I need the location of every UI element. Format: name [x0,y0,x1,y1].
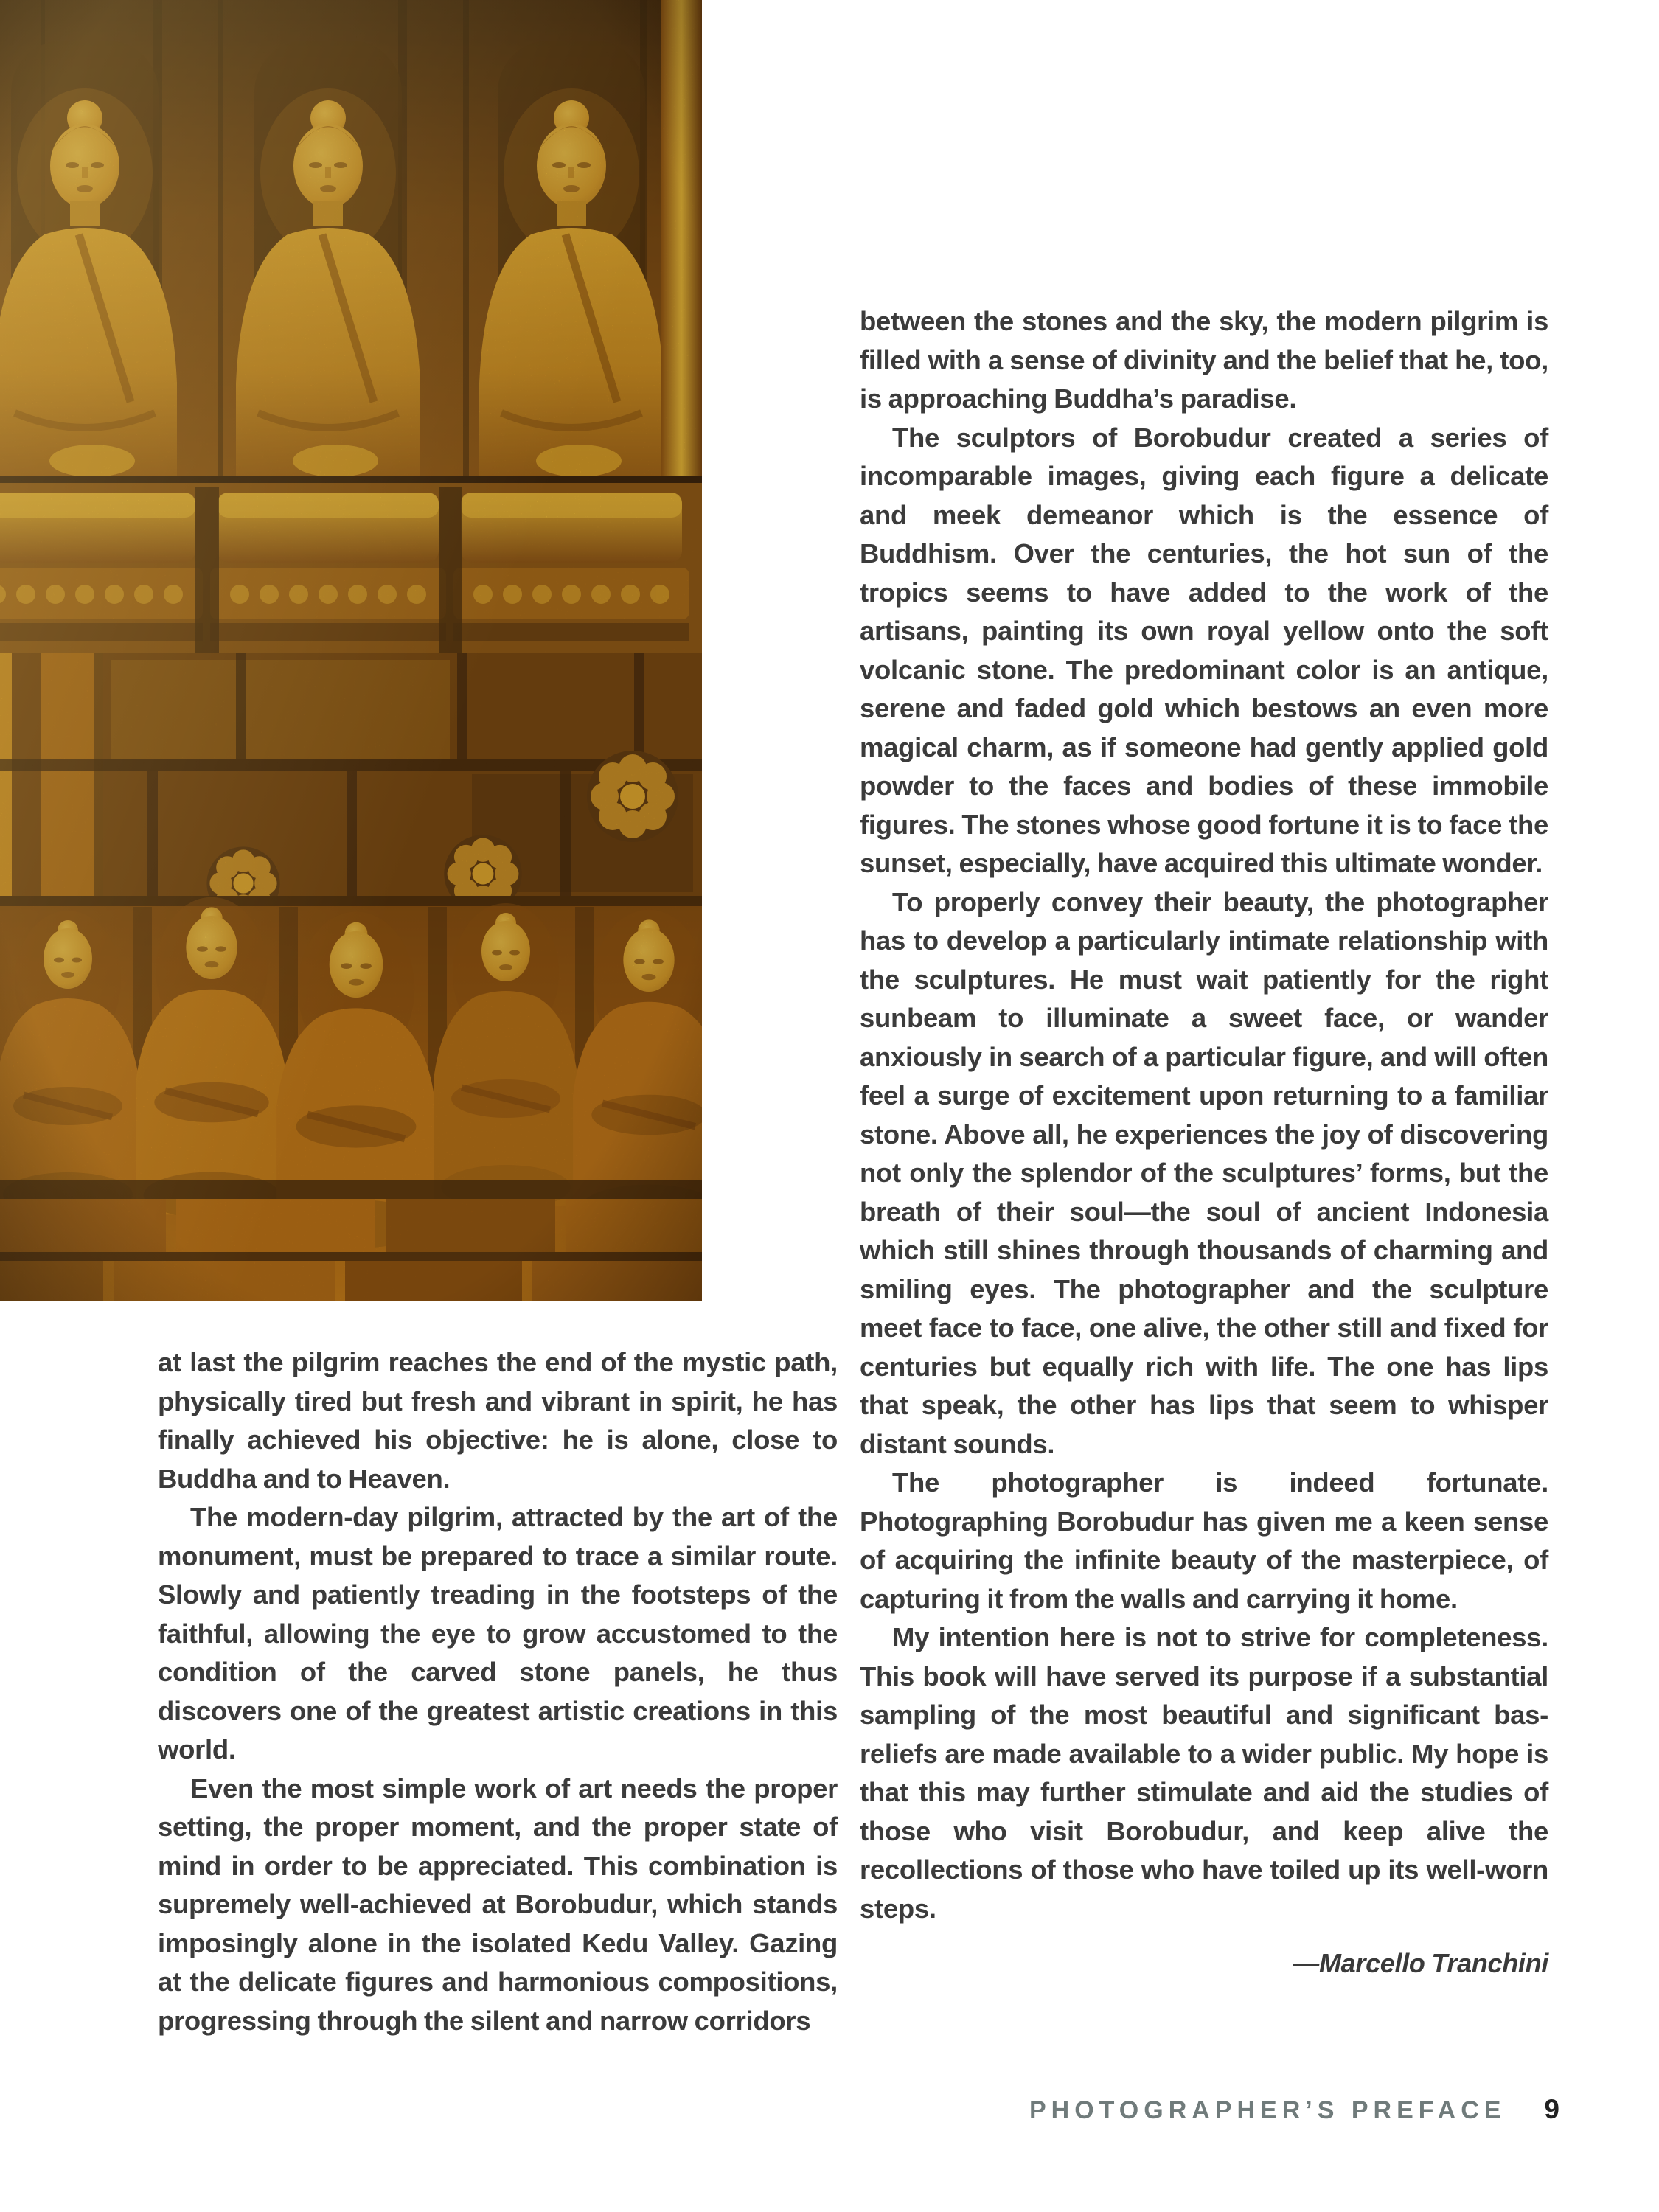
body-paragraph: To properly convey their beauty, the photographer has to develop a particularly intimate relationship with the sculptures. He must wait patiently for the right sunbeam to illuminate a sweet face, or wander anxiously in search of a particular figure, and will often feel a surge of excitement upon returning to a familiar stone. Above all, he experiences the joy of discovering not only the splendor of the sculptures’ forms, but the breath of their soul—the soul of ancient Indonesia which still shines through thousands of charming and smiling eyes. The photographer and the sculpture meet face to face, one alive, the other still and fixed for centuries but equally rich with life. The one has lips that speak, the other has lips that seem to whisper distant sounds. [860,886,1548,1459]
left-column [158,1343,838,2040]
body-paragraph: The modern-day pilgrim, attracted by the art of the monument, must be prepared to trace a similar route. Slowly and patiently treading in the footsteps of the faithful, allowing the eye to grow accustomed to the condition of the carved stone panels, he thus discovers one of the greatest artistic creations in this world. [158,1502,838,1764]
author-attribution: —Marcello Tranchini [1293,1948,1548,1978]
body-paragraph: The sculptors of Borobudur created a series of incomparable images, giving each figure a delicate and meek demeanor which is the essence of Buddhism. Over the centuries, the hot sun of the tropics seems to have added to the work of the artisans, painting its own royal yellow onto the soft volcanic stone. The predominant color is an antique, serene and faded gold which bestows an even more magical charm, as if someone had gently applied gold powder to the faces and bodies of these immobile figures. The stones whose good fortune it is to face the sunset, especially, have acquired this ultimate wonder. [860,422,1548,878]
body-paragraph: Even the most simple work of art needs the proper setting, the proper moment, and the proper state of mind in order to be appreciated. This combination is supremely well-achieved at Borobudur, which stands imposingly alone in the isolated Kedu Valley. Gazing at the delicate figures and harmonious compositions, progressing through the silent and narrow corridors [158,1773,838,2036]
page-footer [1029,2094,1559,2125]
section-title: PHOTOGRAPHER’S PREFACE [1029,2096,1506,2124]
body-paragraph: My intention here is not to strive for completeness. This book will have served its purpose if a substantial sampling of the most beautiful and significant bas-reliefs are made available to a wider public. My hope is that this may further stimulate and aid the studies of those who visit Borobudur, and keep alive the recollections of those who have toiled up its well-worn steps. [860,1622,1548,1924]
right-column [860,302,1548,1983]
borobudur-relief-photo [0,0,702,1301]
page-number: 9 [1544,2094,1559,2124]
body-paragraph: The photographer is indeed fortunate. Photographing Borobudur has given me a keen sense of acquiring the infinite beauty of the masterpiece, of capturing it from the walls and carrying it home. [860,1467,1548,1614]
body-paragraph: at last the pilgrim reaches the end of the mystic path, physically tired but fresh and vibrant in spirit, he has finally achieved his objective: he is alone, close to Buddha and to Heaven. [158,1347,838,1494]
body-paragraph: between the stones and the sky, the modern pilgrim is filled with a sense of divinity and the belief that he, too, is approaching Buddha’s paradise. [860,306,1548,414]
borobudur-relief-photo-svg [0,0,702,1301]
